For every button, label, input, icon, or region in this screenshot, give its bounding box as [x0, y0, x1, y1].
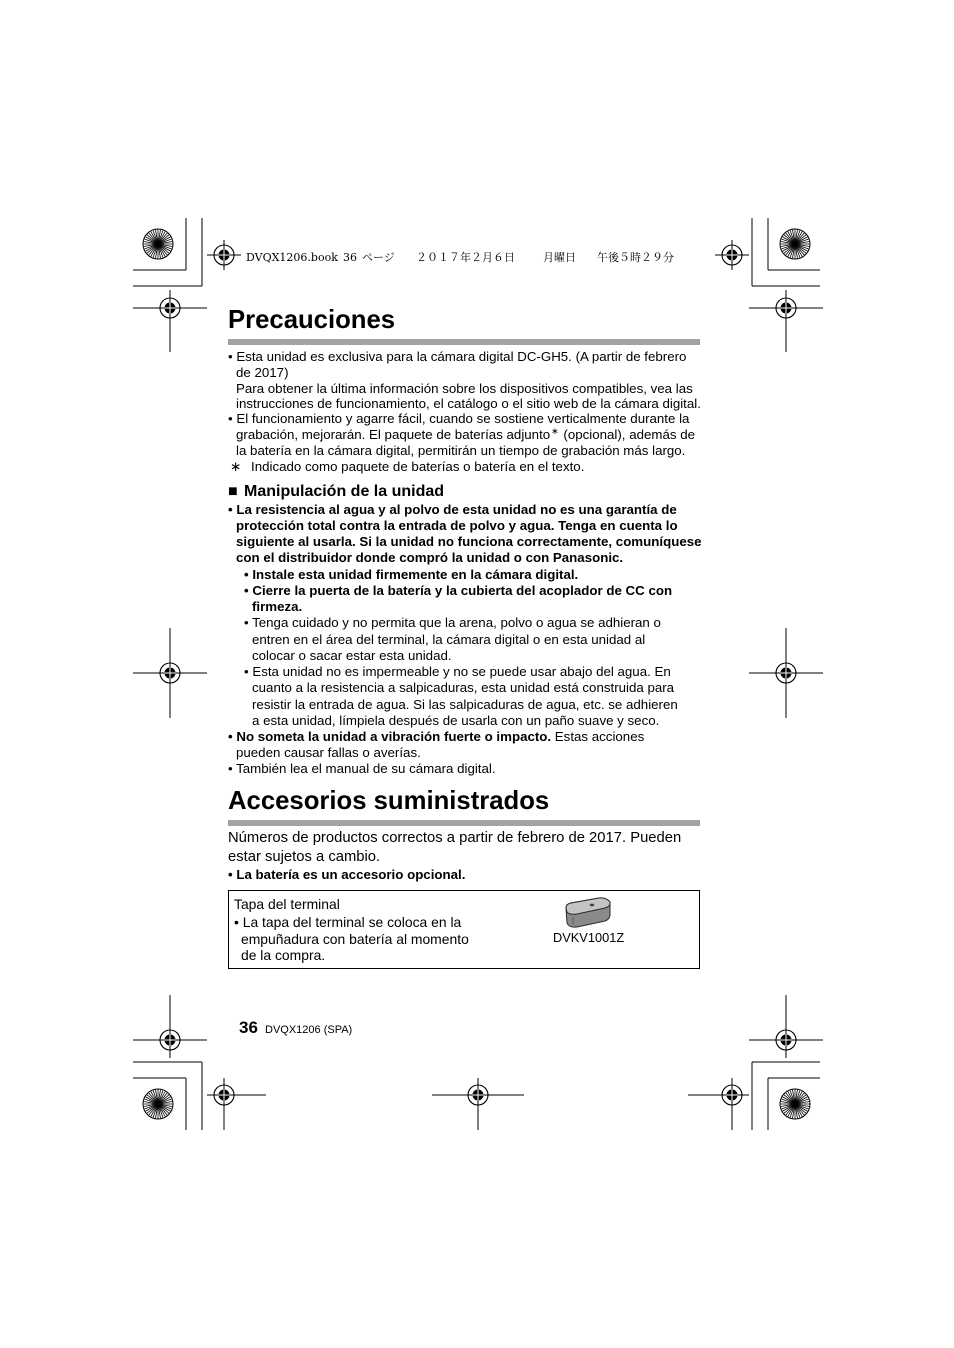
step-line: firmeza. — [252, 599, 303, 614]
page-number: 36 — [239, 1018, 258, 1037]
title-underline-bar — [228, 339, 700, 345]
step-line: • Instale esta unidad firmemente en la cámara digital. — [244, 567, 579, 582]
vibration-line: pueden causar fallas o averías. — [236, 745, 421, 760]
grip-line — [236, 427, 695, 443]
print-header-date: ２０１７年２月６日 — [416, 251, 515, 264]
compat-line: • Esta unidad es exclusiva para la cámara digital DC-GH5. (A partir de febrero — [228, 349, 687, 364]
subsection-heading: Manipulación de la unidad — [244, 483, 445, 500]
footnote-marker: ∗ — [551, 426, 559, 436]
accessory-description-line: de la compra. — [241, 947, 326, 963]
note-line: • Esta unidad no es impermeable y no se puede usar abajo del agua. En — [244, 664, 671, 679]
warning-line: protección total contra la entrada de polvo y agua. Tenga en cuenta lo — [236, 518, 678, 533]
footnote-mark: ∗ — [230, 459, 242, 474]
section-title-precauciones: Precauciones — [228, 306, 396, 334]
warning-line: • La resistencia al agua y al polvo de esta unidad no es una garantía de — [228, 502, 677, 517]
step-line: • Cierre la puerta de la batería y la cubierta del acoplador de CC con — [244, 583, 673, 598]
vibration-bold: • No someta la unidad a vibración fuerte o impacto. — [228, 729, 552, 744]
print-header-file: DVQX1206.book — [246, 251, 338, 264]
heading-square-icon: ■ — [228, 483, 238, 500]
note-line: resistir la entrada de agua. Si las salpicaduras de agua, etc. se adhieren — [252, 697, 678, 712]
section-title-accesorios: Accesorios suministrados — [228, 787, 550, 815]
note-line: colocar o sacar estar esta unidad. — [252, 648, 452, 663]
print-header-page-word: ページ — [362, 251, 395, 264]
print-header-time: 午後５時２９分 — [597, 251, 674, 264]
note-line: entren en el área del terminal, la cámara digital o en esta unidad al — [252, 632, 646, 647]
vibration-rest: Estas acciones — [551, 729, 645, 744]
terminal-cap-image — [563, 896, 615, 930]
print-header-page: 36 — [343, 251, 357, 264]
battery-note: • La batería es un accesorio opcional. — [228, 867, 466, 882]
print-header-weekday: 月曜日 — [543, 251, 576, 264]
part-number: DVKV1001Z — [553, 930, 625, 945]
compat-line: instrucciones de funcionamiento, el catálogo o el sitio web de la cámara digital. — [236, 396, 701, 411]
document-code: DVQX1206 (SPA) — [265, 1024, 353, 1036]
manual-line: • También lea el manual de su cámara digital. — [228, 761, 496, 776]
grip-line: la batería en la cámara digital, permitirán un tiempo de grabación más largo. — [236, 443, 686, 458]
grip-line-text: grabación, mejorarán. El paquete de baterías adjunto — [236, 427, 551, 442]
footnote-text: Indicado como paquete de baterías o batería en el texto. — [251, 459, 585, 474]
note-line: cuanto a la resistencia a salpicaduras, esta unidad está construida para — [252, 680, 675, 695]
accessory-description-line: • La tapa del terminal se coloca en la — [234, 914, 462, 930]
accessory-description-line: empuñadura con batería al momento — [241, 931, 469, 947]
note-line: a esta unidad, límpiela después de usarla con un paño suave y seco. — [252, 713, 660, 728]
grip-line: • El funcionamiento y agarre fácil, cuando se sostiene verticalmente durante la — [228, 411, 690, 426]
accesorios-intro-line: estar sujetos a cambio. — [228, 849, 381, 865]
compat-line: Para obtener la última información sobre los dispositivos compatibles, vea las — [236, 381, 693, 396]
compat-line: de 2017) — [236, 365, 289, 380]
vibration-line — [228, 729, 644, 745]
warning-line: con el distribuidor donde compró la unidad o con Panasonic. — [236, 550, 624, 565]
accesorios-intro-line: Números de productos correctos a partir de febrero de 2017. Pueden — [228, 830, 682, 846]
title-underline-bar — [228, 820, 700, 826]
accessory-item-name: Tapa del terminal — [234, 896, 340, 912]
warning-line: siguiente al usarla. Si la unidad no funciona correctamente, comuníquese — [236, 534, 702, 549]
note-line: • Tenga cuidado y no permita que la arena, polvo o agua se adhieran o — [244, 615, 661, 630]
grip-line-text: (opcional), además de — [559, 427, 695, 442]
